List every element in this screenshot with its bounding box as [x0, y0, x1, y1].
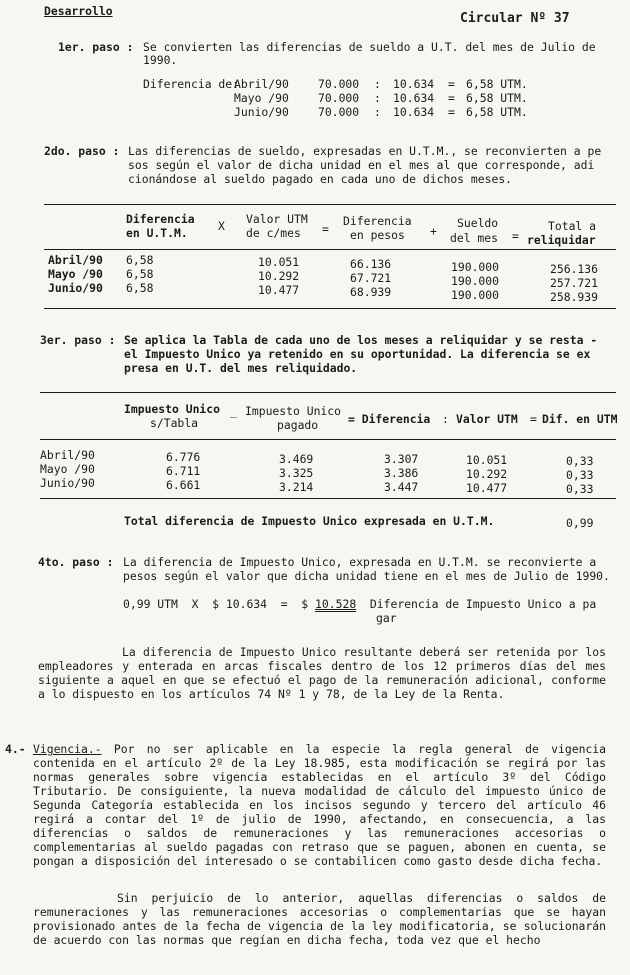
- utm-value: 10.634: [393, 105, 435, 119]
- impuesto-pagado: 3.325: [279, 466, 314, 480]
- header-total-a: Total a: [548, 219, 597, 233]
- header-separator: :: [442, 412, 449, 426]
- circular-number: Circular Nº 37: [460, 11, 570, 26]
- impuesto-pagado: 3.214: [279, 480, 314, 494]
- utm-value: 10.634: [393, 77, 435, 91]
- paso1-text-line2: 1990.: [143, 53, 178, 67]
- header-impuesto-tabla: Impuesto Unico: [124, 402, 221, 416]
- paragraph-retencion: La diferencia de Impuesto Unico resultante deberá ser retenida por los empleadores y enterada en arcas fiscales dentro de los 12 primeros días del mes siguiente a aquel en que se efectuó el pago de la remuneración adicional, conforme a lo dispuesto en los artículos 74 Nº 1 y 78, de la Ley de la Renta.: [38, 645, 606, 701]
- paso1-label: 1er. paso :: [58, 40, 134, 54]
- total: 256.136: [550, 262, 599, 276]
- month: Abril/90: [40, 448, 95, 462]
- header-del-mes: del mes: [450, 231, 499, 245]
- equals: =: [448, 91, 455, 105]
- month: Junio/90: [48, 281, 103, 295]
- header-times: X: [218, 219, 225, 233]
- dif-utm: 0,33: [566, 454, 594, 468]
- result: 6,58 UTM.: [466, 77, 528, 91]
- header-pagado: pagado: [277, 418, 319, 432]
- calc-result: 10.528: [315, 597, 357, 611]
- equals: =: [448, 77, 455, 91]
- header-equals: =: [512, 229, 519, 243]
- diferencia: 3.307: [384, 452, 419, 466]
- separator: :: [374, 91, 381, 105]
- paso3-total-label: Total diferencia de Impuesto Unico expresada en U.T.M.: [124, 514, 495, 528]
- paso4-calculation-wrap: gar: [376, 611, 397, 625]
- impuesto-tabla: 6.776: [166, 450, 201, 464]
- month: Junio/90: [40, 476, 95, 490]
- dif-utm: 0,33: [566, 468, 594, 482]
- paso2-text-line3: cionándose al sueldo pagado en cada uno de dichos meses.: [128, 172, 513, 186]
- section-title: Desarrollo: [44, 4, 113, 18]
- header-s-tabla: s/Tabla: [150, 416, 199, 430]
- header-diferencia-pesos: Diferencia: [343, 214, 412, 228]
- vigencia-title: Vigencia.-: [33, 742, 102, 756]
- header-reliquidar: reliquidar: [527, 233, 596, 247]
- paso3-text-line3: presa en U.T. del mes reliquidado.: [124, 361, 358, 375]
- paso2-table-bottom-rule: [44, 308, 616, 309]
- sueldo: 190.000: [451, 274, 500, 288]
- valor-utm: 10.292: [466, 467, 508, 481]
- paso3-table-top-rule: [40, 392, 616, 393]
- header-diferencia: Diferencia: [126, 212, 195, 226]
- impuesto-tabla: 6.661: [166, 478, 201, 492]
- month: Mayo /90: [48, 267, 103, 281]
- diferencia: 3.447: [384, 480, 419, 494]
- valor-utm: 10.477: [466, 481, 508, 495]
- paso3-text-line1: Se aplica la Tabla de cada uno de los meses a reliquidar y se resta -: [124, 333, 598, 347]
- header-sueldo: Sueldo: [457, 216, 499, 230]
- paso2-label: 2do. paso :: [44, 144, 120, 158]
- vigencia-number: 4.-: [5, 742, 26, 756]
- header-dif-utm: Dif. en UTM: [542, 412, 618, 426]
- vigencia-text: Por no ser aplicable en la especie la regla general de vigencia contenida en el artículo 2º de la Ley 18.985, esta modificación se regirá por las normas generales sobre vigencia establecidas en el artículo 3º del Código Tributario. De consiguiente, la nueva modalidad de cálculo del impuesto único de Segunda Categoría establecida en los incisos segundo y tercero del artículo 46 regirá a contar del 1º de julio de 1990, afectando, en consecuencia, a las diferencias o saldos de remuneraciones y las remuneraciones accesorias o complementarias al sueldo pagadas con retraso que se paguen, abonen en cuenta, se pongan a disposición del interesado o se contabilicen como gasto desde dicha fecha.: [33, 742, 606, 868]
- sueldo: 190.000: [451, 260, 500, 274]
- diferencia: 3.386: [384, 466, 419, 480]
- valor-utm: 10.051: [258, 255, 300, 269]
- vigencia-paragraph: [33, 742, 606, 868]
- paso3-text-line2: el Impuesto Unico ya retenido en su oportunidad. La diferencia se ex: [124, 347, 591, 361]
- header-en-pesos: en pesos: [350, 228, 405, 242]
- valor-utm: 10.477: [258, 283, 300, 297]
- result: 6,58 UTM.: [466, 91, 528, 105]
- paso2-text-line1: Las diferencias de sueldo, expresadas en U.T.M., se reconvierten a pe: [128, 144, 602, 158]
- month: Abril/90: [234, 77, 289, 91]
- paso2-table-mid-rule: [44, 249, 616, 250]
- dif-utm: 0,33: [566, 482, 594, 496]
- value: 70.000: [318, 91, 360, 105]
- separator: :: [374, 105, 381, 119]
- header-valor-utm: Valor UTM: [246, 212, 308, 226]
- header-diferencia: = Diferencia: [348, 412, 431, 426]
- paso3-label: 3er. paso :: [40, 333, 116, 347]
- dif-utm: 6,58: [126, 267, 154, 281]
- equals: =: [448, 105, 455, 119]
- calc-description: Diferencia de Impuesto Unico a pa: [356, 597, 597, 611]
- value: 70.000: [318, 105, 360, 119]
- total: 258.939: [550, 290, 599, 304]
- dif-pesos: 66.136: [350, 257, 392, 271]
- impuesto-tabla: 6.711: [166, 464, 201, 478]
- header-en-utm: en U.T.M.: [126, 226, 188, 240]
- dif-pesos: 67.721: [350, 271, 392, 285]
- paragraph-sin-perjuicio: Sin perjuicio de lo anterior, aquellas diferencias o saldos de remuneraciones y las remuneraciones accesorias o complementarias que se hayan provisionado antes de la fecha de vigencia de la ley modificatoria, se solucionarán de acuerdo con las normas que regían en dicha fecha, toda vez que el hecho: [33, 891, 606, 947]
- month: Abril/90: [48, 253, 103, 267]
- dif-pesos: 68.939: [350, 285, 392, 299]
- header-impuesto-pagado: Impuesto Unico: [245, 404, 342, 418]
- header-de-c-mes: de c/mes: [246, 226, 301, 240]
- header-valor-utm: Valor UTM: [456, 412, 518, 426]
- header-plus: +: [430, 224, 437, 238]
- paso2-table-top-rule: [44, 204, 616, 205]
- valor-utm: 10.292: [258, 269, 300, 283]
- header-equals: =: [322, 222, 329, 236]
- utm-value: 10.634: [393, 91, 435, 105]
- paso1-diff-label: Diferencia de:: [143, 77, 240, 91]
- paso3-table-bottom-rule: [40, 498, 616, 499]
- separator: :: [374, 77, 381, 91]
- impuesto-pagado: 3.469: [279, 452, 314, 466]
- paso3-total-value: 0,99: [566, 516, 594, 530]
- calc-expression: 0,99 UTM X $ 10.634 = $: [123, 597, 316, 611]
- header-equals: =: [530, 412, 537, 426]
- paso4-text-line2: pesos según el valor que dicha unidad tiene en el mes de Julio de 1990.: [123, 569, 610, 583]
- header-minus: _: [230, 404, 237, 418]
- paso4-calculation: [123, 597, 596, 611]
- paso3-table-mid-rule: [40, 439, 616, 440]
- dif-utm: 6,58: [126, 253, 154, 267]
- month: Junio/90: [234, 105, 289, 119]
- sueldo: 190.000: [451, 288, 500, 302]
- paso2-text-line2: sos según el valor de dicha unidad en el mes al que corresponde, adi: [128, 158, 595, 172]
- value: 70.000: [318, 77, 360, 91]
- result: 6,58 UTM.: [466, 105, 528, 119]
- month: Mayo /90: [40, 462, 95, 476]
- valor-utm: 10.051: [466, 453, 508, 467]
- dif-utm: 6,58: [126, 281, 154, 295]
- paso4-label: 4to. paso :: [38, 555, 114, 569]
- paso4-text-line1: La diferencia de Impuesto Unico, expresada en U.T.M. se reconvierte a: [123, 555, 597, 569]
- month: Mayo /90: [234, 91, 289, 105]
- total: 257.721: [550, 276, 599, 290]
- paso1-text-line1: Se convierten las diferencias de sueldo a U.T. del mes de Julio de: [143, 40, 596, 54]
